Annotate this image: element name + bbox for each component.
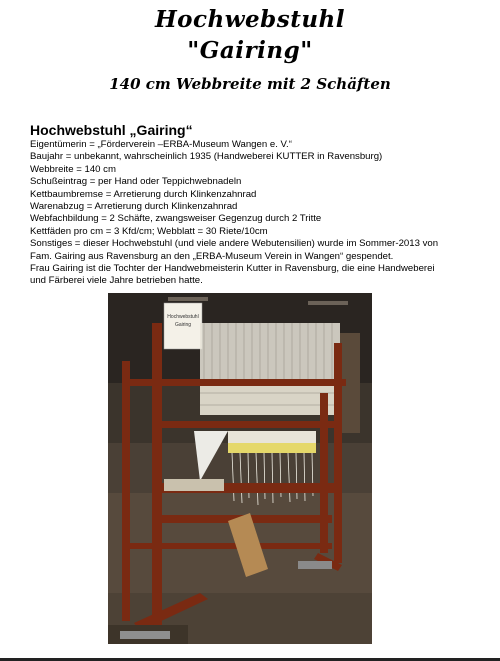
body-line: Warenabzug = Arretierung durch Klinkenzahnrad bbox=[30, 201, 238, 213]
body-line: Eigentümerin = „Förderverein –ERBA-Museum Wangen e. V.“ bbox=[30, 139, 292, 150]
loom-photo bbox=[108, 293, 372, 644]
sign-label: Gairing bbox=[174, 322, 192, 328]
document-title: Hochwebstuhl bbox=[154, 6, 346, 33]
body-line: Sonstiges = dieser Hochwebstuhl (und viele andere Webutensilien) wurde im Sommer-2013 von bbox=[30, 238, 439, 250]
document-subtitle-width: 140 cm Webbreite mit 2 Schäften bbox=[109, 75, 391, 93]
body-line: Fam. Gairing aus Ravensburg an den „ERBA-Museum Verein in Wangen“ gespendet. bbox=[30, 250, 394, 262]
body-line: Webfachbildung = 2 Schäfte, zwangsweiser Gegenzug durch 2 Tritte bbox=[30, 213, 322, 225]
document-subtitle-name: "Gairing" bbox=[187, 37, 313, 64]
body-line: Schußeintrag = per Hand oder Teppichwebnadeln bbox=[30, 176, 242, 188]
description-text bbox=[30, 139, 475, 288]
body-line: und Färberei viele Jahre betrieben hatte. bbox=[30, 275, 203, 287]
body-line: Kettfäden pro cm = 3 Kfd/cm; Webblatt = 30 Riete/10cm bbox=[30, 225, 268, 237]
body-line: Kettbaumbremse = Arretierung durch Klinkenzahnrad bbox=[30, 188, 257, 200]
body-line: Webbreite = 140 cm bbox=[30, 163, 116, 175]
section-heading: Hochwebstuhl „Gairing“ bbox=[30, 122, 193, 138]
body-line: Frau Gairing ist die Tochter der Handwebmeisterin Kutter in Ravensburg, die eine Handweberei bbox=[30, 263, 435, 275]
body-line: Baujahr = unbekannt, wahrscheinlich 1935 (Handweberei KUTTER in Ravensburg) bbox=[30, 151, 383, 163]
sign-label: Hochwebstuhl bbox=[167, 314, 199, 320]
